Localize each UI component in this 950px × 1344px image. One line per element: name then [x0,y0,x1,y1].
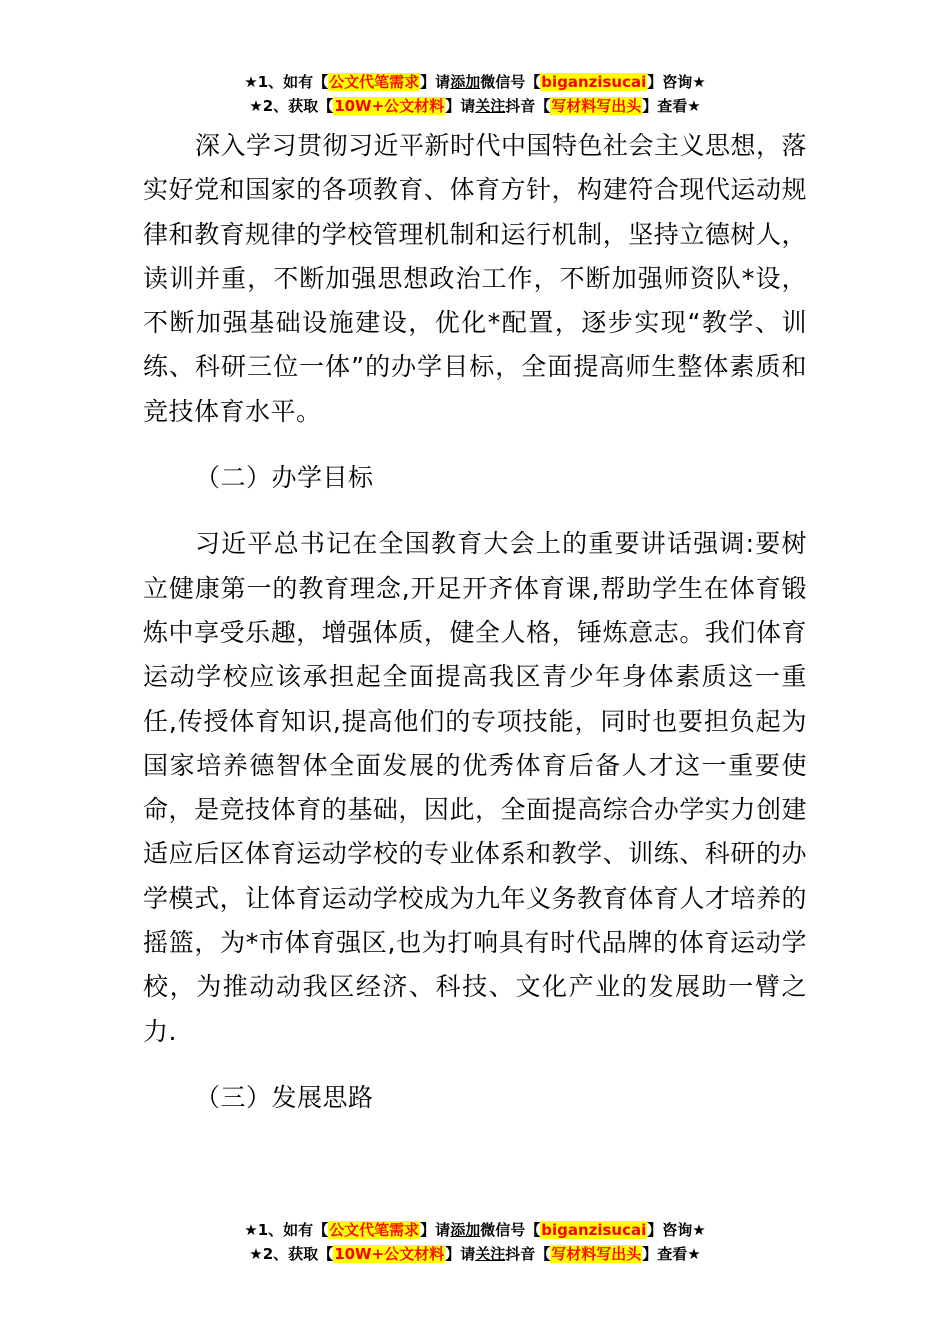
banner-line-1: ★1、如有【公文代笔需求】请添加微信号【biganzisucai】咨询★ [244,73,706,91]
banner-line-1: ★1、如有【公文代笔需求】请添加微信号【biganzisucai】咨询★ [244,1221,706,1239]
section-heading-school-goals: （二）办学目标 [195,463,374,493]
banner-line-2: ★2、获取【10W+公文材料】请关注抖音【写材料写出头】查看★ [249,97,701,115]
paragraph-guiding-ideology: 深入学习贯彻习近平新时代中国特色社会主义思想，落实好党和国家的各项教育、体育方针，构建符合现代运动规律和教育规律的学校管理机制和运行机制，坚持立德树人，读训并重，不断加强思想政治工作，不断加强师资队*设，不断加强基础设施建设，优化*配置，逐步实现“教学、训练、科研三位一体”的办学目标，全面提高师生整体素质和竞技体育水平。 [143,131,808,426]
document-body [143,124,807,1120]
paragraph-school-goals: 习近平总书记在全国教育大会上的重要讲话强调:要树立健康第一的教育理念,开足开齐体育课,帮助学生在体育锻炼中享受乐趣，增强体质，健全人格，锤炼意志。我们体育运动学校应该承担起全面提高我区青少年身体素质这一重任,传授体育知识,提高他们的专项技能，同时也要担负起为国家培养德智体全面发展的优秀体育后备人才这一重要使命，是竞技体育的基础，因此，全面提高综合办学实力创建适应后区体育运动学校的专业体系和教学、训练、科研的办学模式，让体育运动学校成为九年义务教育体育人才培养的摇篮，为*市体育强区,也为打响具有时代品牌的体育运动学校，为推动动我区经济、科技、文化产业的发展助一臂之力. [143,529,807,1046]
highlight-materials: 10W+公文材料 [334,97,445,115]
section-heading-development-ideas: （三）发展思路 [195,1082,374,1112]
banner-line-2: ★2、获取【10W+公文材料】请关注抖音【写材料写出头】查看★ [249,1245,701,1263]
highlight-douyin-account: 写材料写出头 [551,1245,642,1263]
header-banner [0,70,950,118]
highlight-materials: 10W+公文材料 [334,1245,445,1263]
highlight-wechat-id: biganzisucai [541,73,647,91]
highlight-douyin-account: 写材料写出头 [551,97,642,115]
footer-banner [0,1218,950,1266]
highlight-writing-service: 公文代笔需求 [329,73,420,91]
highlight-writing-service: 公文代笔需求 [329,1221,420,1239]
highlight-wechat-id: biganzisucai [541,1221,647,1239]
